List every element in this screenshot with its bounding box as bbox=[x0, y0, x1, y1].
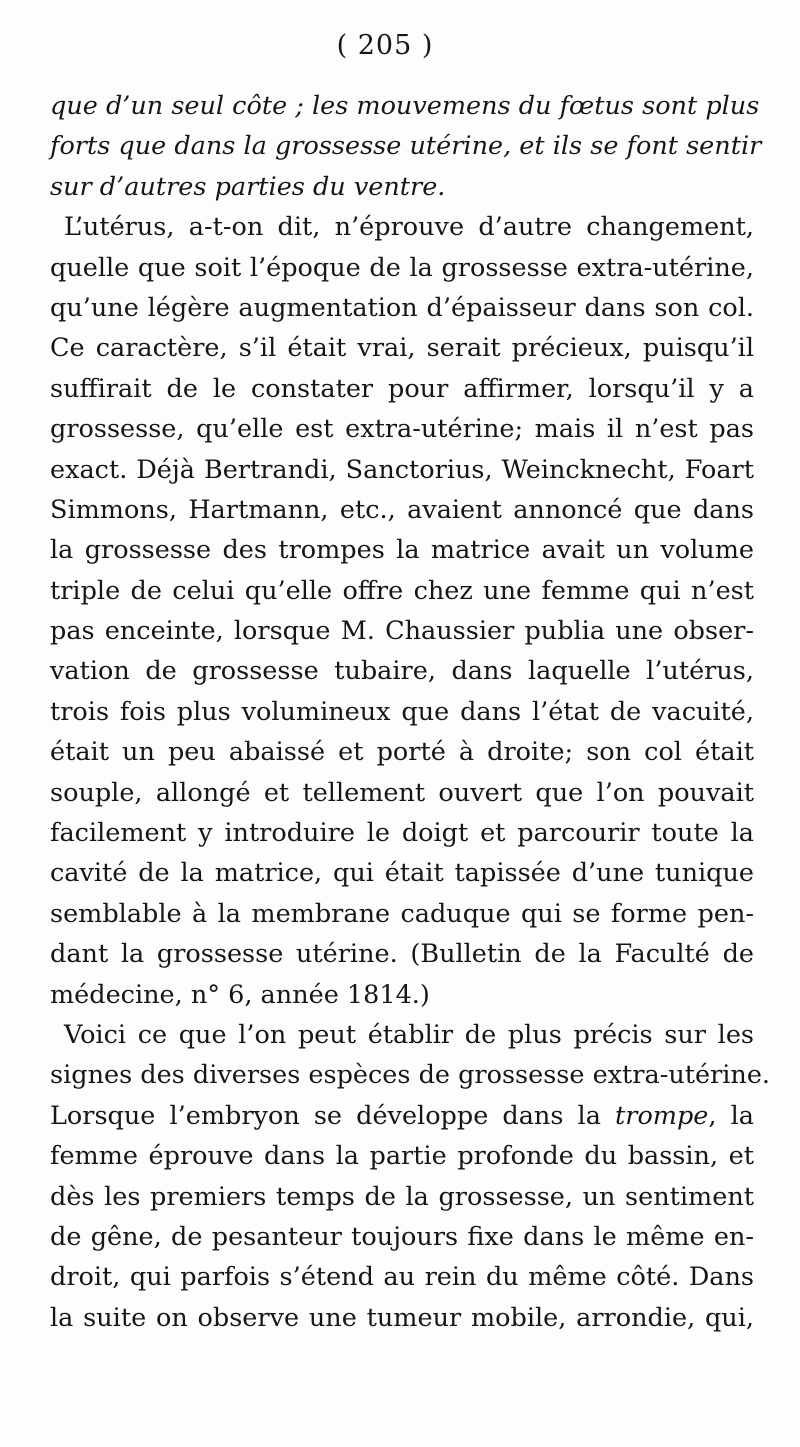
text-line: médecine, n° 6, année 1814.) bbox=[50, 979, 430, 1010]
text-line: trois fois plus volumineux que dans l’état de vacuité, bbox=[50, 696, 754, 727]
text-line: Simmons, Hartmann, etc., avaient annoncé que dans bbox=[50, 494, 754, 525]
text-line: vation de grossesse tubaire, dans laquelle l’utérus, bbox=[50, 656, 754, 687]
text-line: grossesse, qu’elle est extra-utérine; mais il n’est pas bbox=[50, 414, 754, 445]
paragraph-start-line bbox=[50, 1015, 754, 1055]
text-line: forts que dans la grossesse utérine, et ils se font sentir bbox=[50, 131, 762, 162]
text-line: sur d’autres parties du ventre. bbox=[50, 171, 446, 202]
text-line: qu’une légère augmentation d’épaisseur dans son col. bbox=[50, 292, 754, 323]
text-line: la suite on observe une tumeur mobile, arrondie, qui, bbox=[50, 1302, 754, 1333]
text-line: droit, qui parfois s’étend au rein du même côté. Dans bbox=[50, 1262, 754, 1293]
text-line: Ce caractère, s’il était vrai, serait précieux, puisqu’il bbox=[50, 333, 754, 364]
text-line: la grossesse des trompes la matrice avait un volume bbox=[50, 535, 754, 566]
text-line: pas enceinte, lorsque M. Chaussier publia une obser- bbox=[50, 616, 754, 647]
text-line: dant la grossesse utérine. (Bulletin de la Faculté de bbox=[50, 939, 754, 970]
text-line: cavité de la matrice, qui était tapissée d’une tunique bbox=[50, 858, 754, 889]
text-line: exact. Déjà Bertrandi, Sanctorius, Weincknecht, Foart bbox=[50, 454, 754, 485]
text-span: , la bbox=[708, 1100, 754, 1131]
text-line: souple, allongé et tellement ouvert que l’on pouvait bbox=[50, 777, 754, 808]
text-line: suffirait de le constater pour affirmer, lorsqu’il y a bbox=[50, 373, 754, 404]
text-span: Voici ce que l’on peut établir de plus précis sur les bbox=[64, 1019, 754, 1050]
text-line: femme éprouve dans la partie profonde du bassin, et bbox=[50, 1141, 754, 1172]
text-line: que d’un seul côte ; les mouvemens du fœtus sont plus bbox=[50, 91, 760, 121]
text-line: dès les premiers temps de la grossesse, un sentiment bbox=[50, 1181, 754, 1212]
page-number: ( 205 ) bbox=[336, 30, 434, 61]
text-line: était un peu abaissé et porté à droite; son col était bbox=[50, 737, 754, 768]
text-line: de gêne, de pesanteur toujours fixe dans le même en- bbox=[50, 1221, 754, 1252]
italic-term: trompe bbox=[615, 1100, 709, 1131]
text-line: semblable à la membrane caduque qui se forme pen- bbox=[50, 898, 754, 929]
text-span: Lorsque l’embryon se développe dans la bbox=[50, 1100, 616, 1131]
text-line: signes des diverses espèces de grossesse extra-utérine. bbox=[50, 1060, 771, 1091]
paragraph-start-line bbox=[50, 207, 754, 247]
text-line: quelle que soit l’époque de la grossesse extra-utérine, bbox=[50, 252, 754, 283]
body-text bbox=[50, 86, 771, 1338]
text-line: triple de celui qu’elle offre chez une femme qui n’est bbox=[50, 575, 754, 606]
text-span: L’utérus, a-t-on dit, n’éprouve d’autre changement, bbox=[64, 212, 754, 243]
text-line: facilement y introduire le doigt et parcourir toute la bbox=[50, 818, 754, 849]
text-line-mixed bbox=[50, 1096, 754, 1136]
